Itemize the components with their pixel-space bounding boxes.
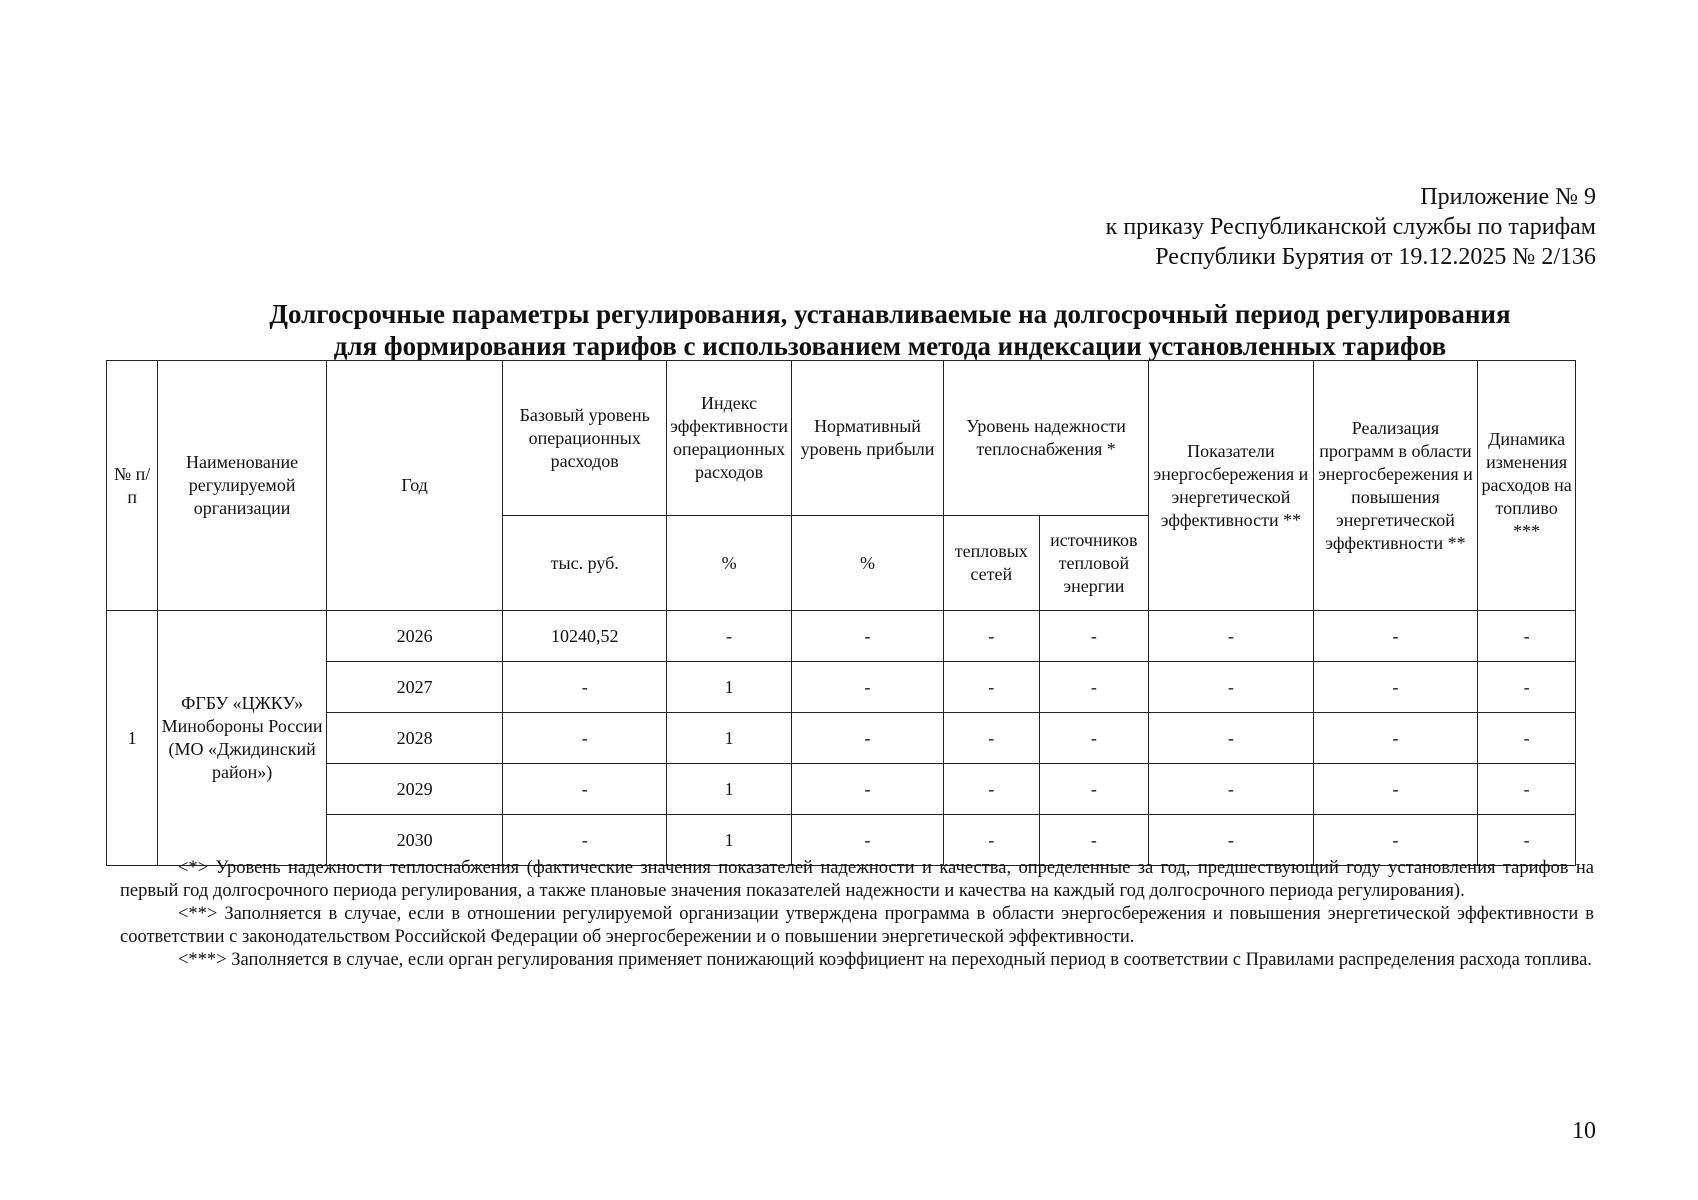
subheader-heat-networks: тепловых сетей (943, 516, 1039, 611)
cell-profit: - (792, 611, 944, 662)
page-number: 10 (1572, 1118, 1596, 1144)
cell-fuel: - (1478, 713, 1576, 764)
table-row (107, 713, 1576, 764)
unit-profit: % (792, 516, 944, 611)
header-energy-saving: Показатели энергосбережения и энергетической эффективности ** (1149, 361, 1314, 611)
unit-efficiency: % (667, 516, 792, 611)
appendix-order-ref: к приказу Республиканской службы по тарифам (1105, 214, 1596, 240)
cell-energy-saving: - (1149, 764, 1314, 815)
table-row (107, 611, 1576, 662)
cell-programs: - (1313, 611, 1478, 662)
header-efficiency-index: Индекс эффективности операционных расходов (667, 361, 792, 516)
cell-programs: - (1313, 662, 1478, 713)
cell-programs: - (1313, 713, 1478, 764)
cell-sources: - (1039, 662, 1149, 713)
cell-programs: - (1313, 764, 1478, 815)
table-header-row (107, 361, 1576, 516)
cell-year: 2030 (326, 815, 502, 866)
header-year: Год (326, 361, 502, 611)
title-line-1: Долгосрочные параметры регулирования, устанавливаемые на долгосрочный период регулирования (269, 299, 1511, 329)
cell-fuel: - (1478, 815, 1576, 866)
header-num: № п/п (107, 361, 158, 611)
subheader-heat-sources: источников тепловой энергии (1039, 516, 1149, 611)
header-fuel-dynamics: Динамика изменения расходов на топливо *** (1478, 361, 1576, 611)
cell-base-opex: - (503, 713, 667, 764)
cell-fuel: - (1478, 662, 1576, 713)
cell-energy-saving: - (1149, 815, 1314, 866)
cell-energy-saving: - (1149, 662, 1314, 713)
cell-fuel: - (1478, 611, 1576, 662)
cell-profit: - (792, 713, 944, 764)
cell-year: 2029 (326, 764, 502, 815)
header-profit-level: Нормативный уровень прибыли (792, 361, 944, 516)
header-base-opex: Базовый уровень операционных расходов (503, 361, 667, 516)
cell-profit: - (792, 662, 944, 713)
cell-networks: - (943, 713, 1039, 764)
cell-profit: - (792, 815, 944, 866)
cell-networks: - (943, 662, 1039, 713)
footnote-fuel: <***> Заполняется в случае, если орган регулирования применяет понижающий коэффициент на переходный период в соответствии с Правилами распределения расхода топлива. (178, 950, 1592, 970)
organization-name: ФГБУ «ЦЖКУ» Минобороны России (МО «Джидинский район») (158, 611, 327, 866)
header-reliability: Уровень надежности теплоснабжения * (943, 361, 1148, 516)
footnotes (120, 857, 1594, 972)
regulation-parameters-table (106, 360, 1576, 866)
cell-base-opex: 10240,52 (503, 611, 667, 662)
cell-efficiency: 1 (667, 815, 792, 866)
cell-year: 2026 (326, 611, 502, 662)
row-number: 1 (107, 611, 158, 866)
table-row (107, 662, 1576, 713)
cell-profit: - (792, 764, 944, 815)
cell-efficiency: 1 (667, 662, 792, 713)
appendix-header (1106, 182, 1596, 272)
cell-networks: - (943, 611, 1039, 662)
appendix-number: Приложение № 9 (1420, 184, 1596, 210)
cell-networks: - (943, 764, 1039, 815)
title-line-2: для формирования тарифов с использованием метода индексации установленных тарифов (333, 331, 1447, 361)
table-row (107, 764, 1576, 815)
cell-fuel: - (1478, 764, 1576, 815)
cell-sources: - (1039, 764, 1149, 815)
cell-sources: - (1039, 815, 1149, 866)
cell-base-opex: - (503, 815, 667, 866)
cell-networks: - (943, 815, 1039, 866)
cell-energy-saving: - (1149, 713, 1314, 764)
footnote-reliability: <*> Уровень надежности теплоснабжения (фактические значения показателей надежности и качества, определенные за год, предшествующий году установления тарифов на первый год долгосрочного периода регулирования, а также плановые значения показателей надежности и качества на каждый год долгосрочного периода регулирования). (120, 858, 1594, 901)
document-title (120, 298, 1660, 362)
cell-base-opex: - (503, 764, 667, 815)
cell-sources: - (1039, 611, 1149, 662)
cell-sources: - (1039, 713, 1149, 764)
cell-year: 2028 (326, 713, 502, 764)
cell-efficiency: - (667, 611, 792, 662)
header-programs: Реализация программ в области энергосбережения и повышения энергетической эффективности ** (1313, 361, 1478, 611)
cell-year: 2027 (326, 662, 502, 713)
header-organization: Наименование регулируемой организации (158, 361, 327, 611)
cell-programs: - (1313, 815, 1478, 866)
cell-base-opex: - (503, 662, 667, 713)
appendix-order-date: Республики Бурятия от 19.12.2025 № 2/136 (1155, 244, 1596, 270)
footnote-energy-saving: <**> Заполняется в случае, если в отношении регулируемой организации утверждена программа в области энергосбережения и повышения энергетической эффективности в соответствии с законодательством Российской Федерации об энергосбережении и о повышении энергетической эффективности. (120, 904, 1594, 947)
cell-efficiency: 1 (667, 764, 792, 815)
cell-efficiency: 1 (667, 713, 792, 764)
unit-base-opex: тыс. руб. (503, 516, 667, 611)
cell-energy-saving: - (1149, 611, 1314, 662)
